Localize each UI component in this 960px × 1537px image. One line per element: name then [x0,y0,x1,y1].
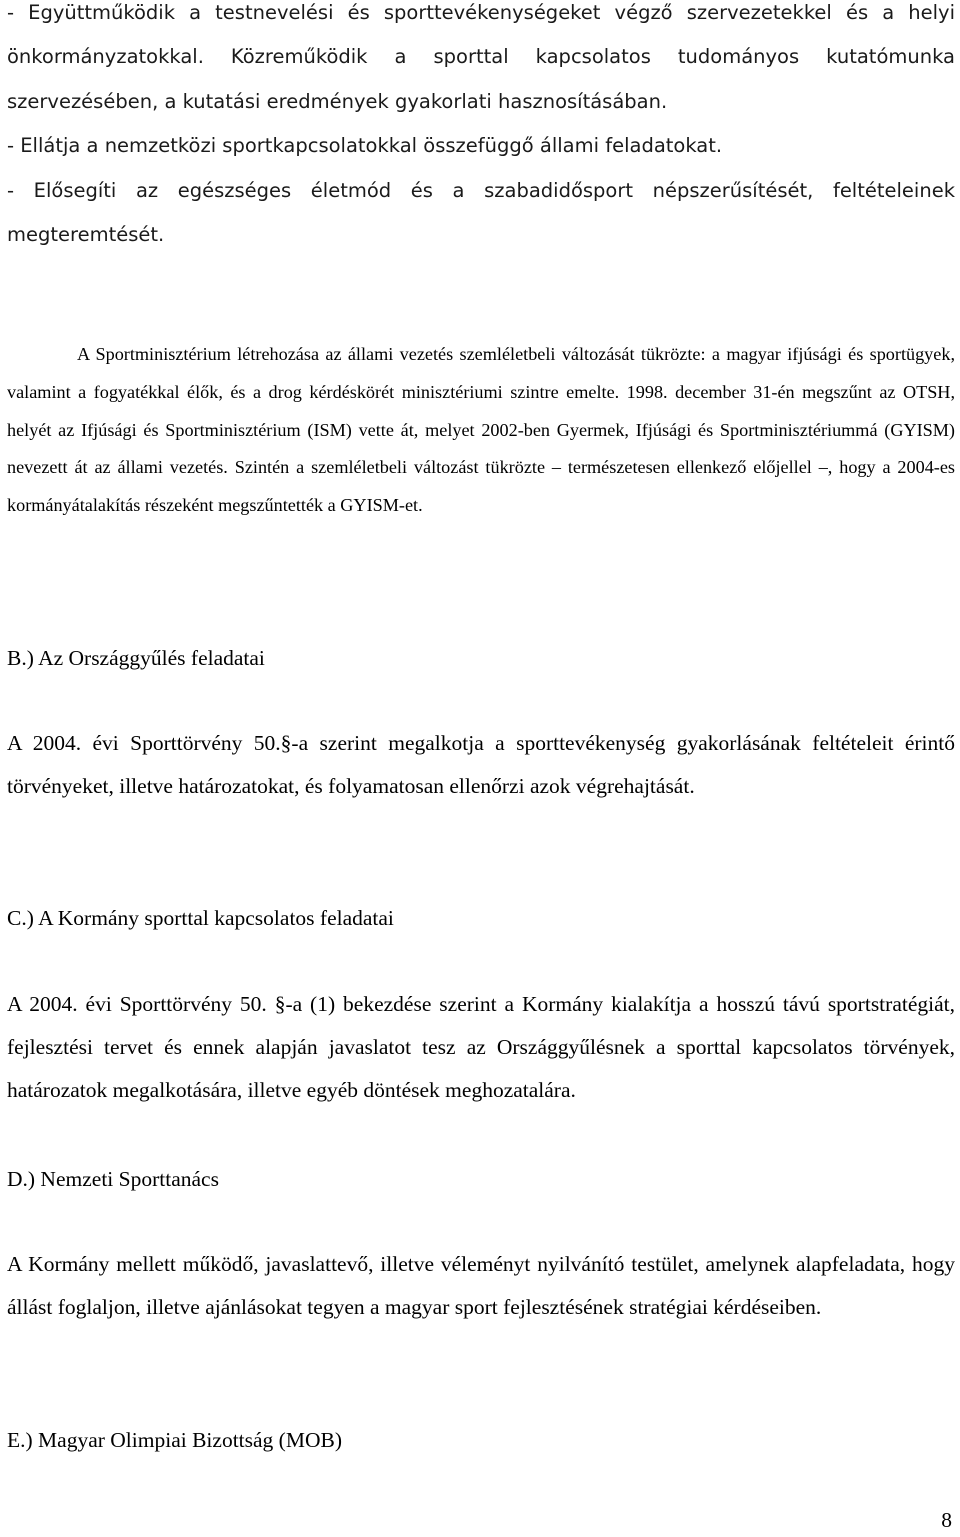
page-number: 8 [941,1508,952,1532]
intro-list [7,0,955,257]
section-heading-e: E.) Magyar Olimpiai Bizottság (MOB) [7,1428,342,1452]
section-heading-b: B.) Az Országgyűlés feladatai [7,646,265,670]
section-text-b: A 2004. évi Sporttörvény 50.§-a szerint megalkotja a sporttevékenység gyakorlásának feltételeit érintő törvényeket, illetve határozatokat, és folyamatosan ellenőrzi azok végrehajtását. [7,731,955,799]
section-heading-c: C.) A Kormány sporttal kapcsolatos feladatai [7,906,394,930]
intro-item-international: - Ellátja a nemzetközi sportkapcsolatokkal összefüggő állami feladatokat. [7,134,723,158]
section-heading-d: D.) Nemzeti Sporttanács [7,1167,219,1191]
section-text-d: A Kormány mellett működő, javaslattevő, illetve véleményt nyilvánító testület, amelynek alapfeladata, hogy állást foglaljon, illetve ajánlásokat tegyen a magyar sport fejlesztésének stratégiai kérdéseiben. [7,1252,955,1320]
intro-item-cooperation: - Együttműködik a testnevelési és sporttevékenységeket végző szervezetekkel és a helyi önkormányzatokkal. Közreműködik a sporttal kapcsolatos tudományos kutatómunka szervezésében, a kutatási eredmények gyakorlati hasznosításában. [7,1,955,113]
intro-item-healthy-lifestyle: - Elősegíti az egészséges életmód és a szabadidősport népszerűsítését, feltételeinek megteremtését. [7,178,955,247]
ministry-paragraph: A Sportminisztérium létrehozása az állami vezetés szemléletbeli változását tükrözte: a magyar ifjúsági és sportügyek, valamint a fogyatékkal élők, és a drog kérdéskörét minisztériumi szintre emelte. 1998. december 31-én megszűnt az OTSH, helyét az Ifjúsági és Sportminisztérium (ISM) vette át, melyet 2002-ben Gyermek, Ifjúsági és Sportminisztériummá (GYISM) nevezett át az állami vezetés. Szintén a szemléletbeli változást tükrözte – természetesen ellenkező előjellel –, hogy a 2004-es kormányátalakítás részeként megszűntették a GYISM-et. [7,344,955,516]
section-text-c: A 2004. évi Sporttörvény 50. §-a (1) bekezdése szerint a Kormány kialakítja a hosszú távú sportstratégiát, fejlesztési tervet és ennek alapján javaslatot tesz az Országgyűlésnek a sporttal kapcsolatos törvények, határozatok megalkotására, illetve egyéb döntések meghozatalára. [7,992,955,1103]
